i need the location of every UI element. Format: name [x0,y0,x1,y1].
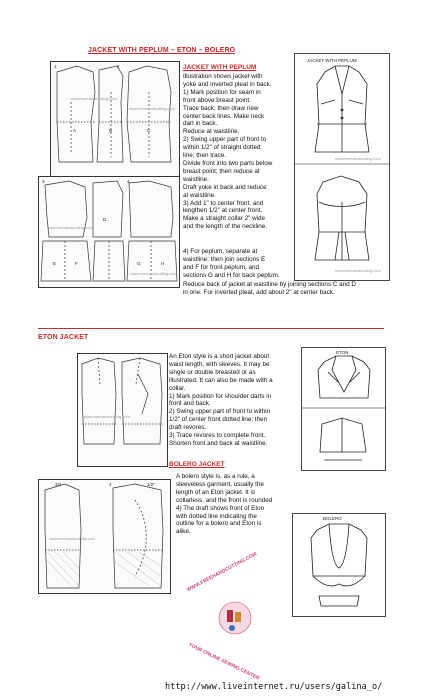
draft-number: 4 [109,482,112,487]
section-letter: H [161,261,165,266]
draft-number: 3/4 [55,482,62,487]
bolero-illustration [292,513,386,617]
watermark: www.freehandcutting.com [335,156,381,161]
draft-number: 1 [54,64,57,69]
watermark: www.freehandcutting.com [335,268,381,273]
watermark: www.freehandcutting.com [47,225,93,230]
bolero-subtitle: BOLERO JACKET [169,461,225,468]
eton-title: ETON JACKET [38,334,89,341]
eton-illustration [301,347,386,471]
illustration-label: ETON [336,350,349,355]
section-letter: D [103,217,107,222]
eton-draft [77,353,168,467]
peplum-draft-top [50,61,180,177]
peplum-instructions: Illustration shows jacket with yoke and inverted pleat in back. 1) Mark position for seam in front above breast point. Trace back; then draw new center back lines. Make neck dart in back. Reduce at waistline. 2) Swing upper part of front to within 1/2" of straight dotted line; then trace. Divide front into two parts below breast point; then reduce at waistline. Draft yoke in back and reduce at waistline. 3) Add 1" to center front, and lengthen 1/2" at center front. Make a straight collar 2" wide and the length of the neckline. [183,73,273,231]
peplum-instructions-back: Reduce back of jacket at waistline by joining sections C and D in one. For inverted pleat, add about 2" at center back. [183,281,356,296]
peplum-draft-bottom [38,176,180,288]
site-logo [180,551,290,682]
draft-number: 3 [42,179,45,184]
bolero-draft [38,479,171,594]
draft-number: 2 [117,64,120,69]
section-letter: A [73,128,77,133]
section-divider [38,328,384,329]
peplum-instructions-step4: 4) For peplum, separate at waistline; then join sections E and F for front peplum, and sections G and H for back peplum. [183,248,280,279]
illustration-label: JACKET WITH PEPLUM [307,58,357,63]
peplum-subtitle: JACKET WITH PEPLUM [183,64,257,71]
watermark: www.freehandcutting.com [49,536,95,541]
footer-url[interactable]: http://www.liveinternet.ru/users/galina_o/ [165,682,383,692]
section-letter: C [147,128,151,133]
logo-text-top: WWW.FREEHANDCUTTING.COM [186,551,258,594]
bolero-instructions: A bolero style is, as a rule, a sleeveless garment, usually the length of an Eton jacket. It is collarless, and the front is rounded 4) The draft shows front of Eton with dotted line indicating the outline for a bolero and Eton is alike. [176,473,273,536]
watermark: www.freehandcutting.com [84,414,130,419]
page-title: JACKET WITH PEPLUM – ETON – BOLERO [88,47,236,54]
watermark: www.freehandcutting.com [131,271,177,276]
section-letter: B [109,128,113,133]
draft-number: 1/2" [147,482,155,487]
logo-text-bottom: YOUR ONLINE SEWING CENTER [187,642,261,682]
draft-number: 4 [127,179,130,184]
section-letter: E [53,261,57,266]
illustration-label: BOLERO [323,516,342,521]
peplum-illustration [294,53,390,281]
section-letter: G [137,261,141,266]
eton-instructions: An Eton style is a short jacket about waist length, with sleeves. It may be single or double breasted or as illustrated. It can also be made with a collar. 1) Mark position for shoulder darts in front and back. 2) Swing upper part of front to within 1/2" of center front dotted line; then draft revores. 3) Trace revores to complete front. Shorten front and back at waistline. [169,353,273,447]
watermark: www.freehandcutting.com [71,96,117,101]
watermark: www.freehandcutting.com [129,106,175,111]
section-letter: F [75,261,78,266]
